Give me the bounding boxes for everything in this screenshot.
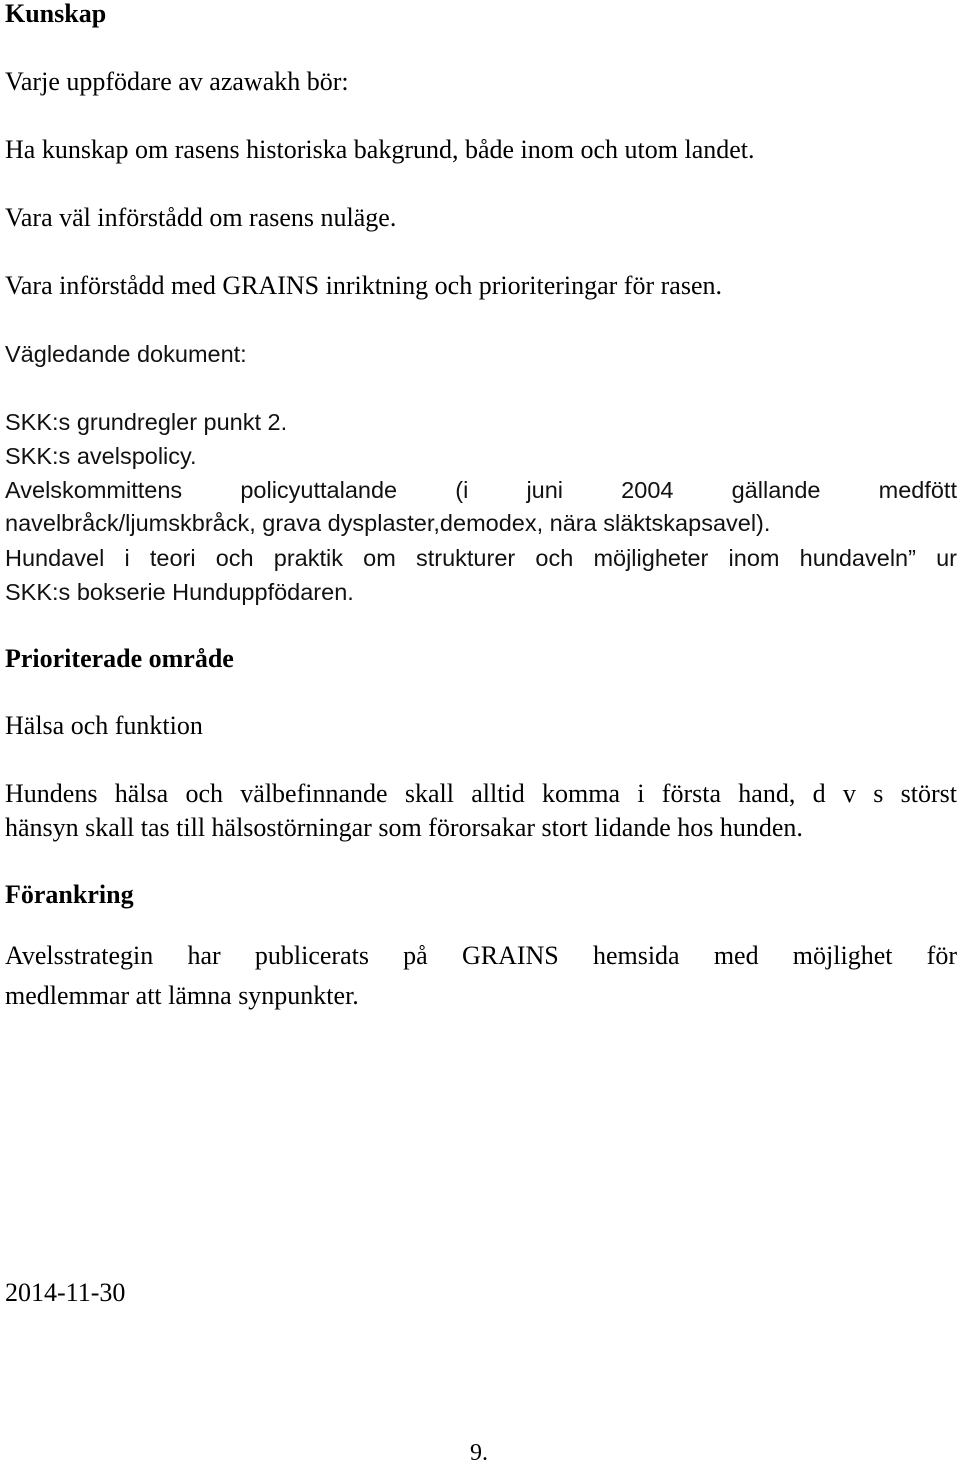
guiding-doc-item: SKK:s bokserie Hunduppfödaren. [5, 579, 354, 605]
page-number: 9. [470, 1440, 488, 1466]
guiding-doc-item: SKK:s avelspolicy. [5, 443, 197, 469]
section-heading-forankring: Förankring [5, 880, 134, 909]
guiding-doc-item: SKK:s grundregler punkt 2. [5, 409, 288, 435]
list-item: Vara införstådd med GRAINS inriktning och prioriteringar för rasen. [5, 271, 722, 300]
paragraph-line: Avelsstrategin har publicerats på GRAINS hemsida med möjlighet för [5, 941, 957, 970]
section-heading-prioriterade: Prioriterade område [5, 644, 234, 673]
paragraph-line: Hundens hälsa och välbefinnande skall alltid komma i första hand, d v s störst [5, 779, 957, 808]
paragraph-line: hänsyn skall tas till hälsostörningar som förorsakar stort lidande hos hunden. [5, 813, 803, 842]
guiding-docs-label: Vägledande dokument: [5, 341, 247, 367]
list-item: Vara väl införstådd om rasens nuläge. [5, 203, 397, 232]
guiding-doc-item: Hundavel i teori och praktik om strukturer och möjligheter inom hundaveln” ur [5, 545, 957, 571]
guiding-doc-item: navelbråck/ljumskbråck, grava dysplaster,demodex, nära släktskapsavel). [5, 510, 771, 536]
footer-date: 2014-11-30 [5, 1278, 126, 1307]
paragraph-line: medlemmar att lämna synpunkter. [5, 981, 359, 1010]
subheading-halsa: Hälsa och funktion [5, 711, 203, 740]
list-item: Ha kunskap om rasens historiska bakgrund, både inom och utom landet. [5, 135, 755, 164]
intro-text: Varje uppfödare av azawakh bör: [5, 67, 349, 96]
guiding-doc-item: Avelskommittens policyuttalande (i juni 2004 gällande medfött [5, 477, 957, 503]
section-heading-kunskap: Kunskap [5, 0, 107, 28]
